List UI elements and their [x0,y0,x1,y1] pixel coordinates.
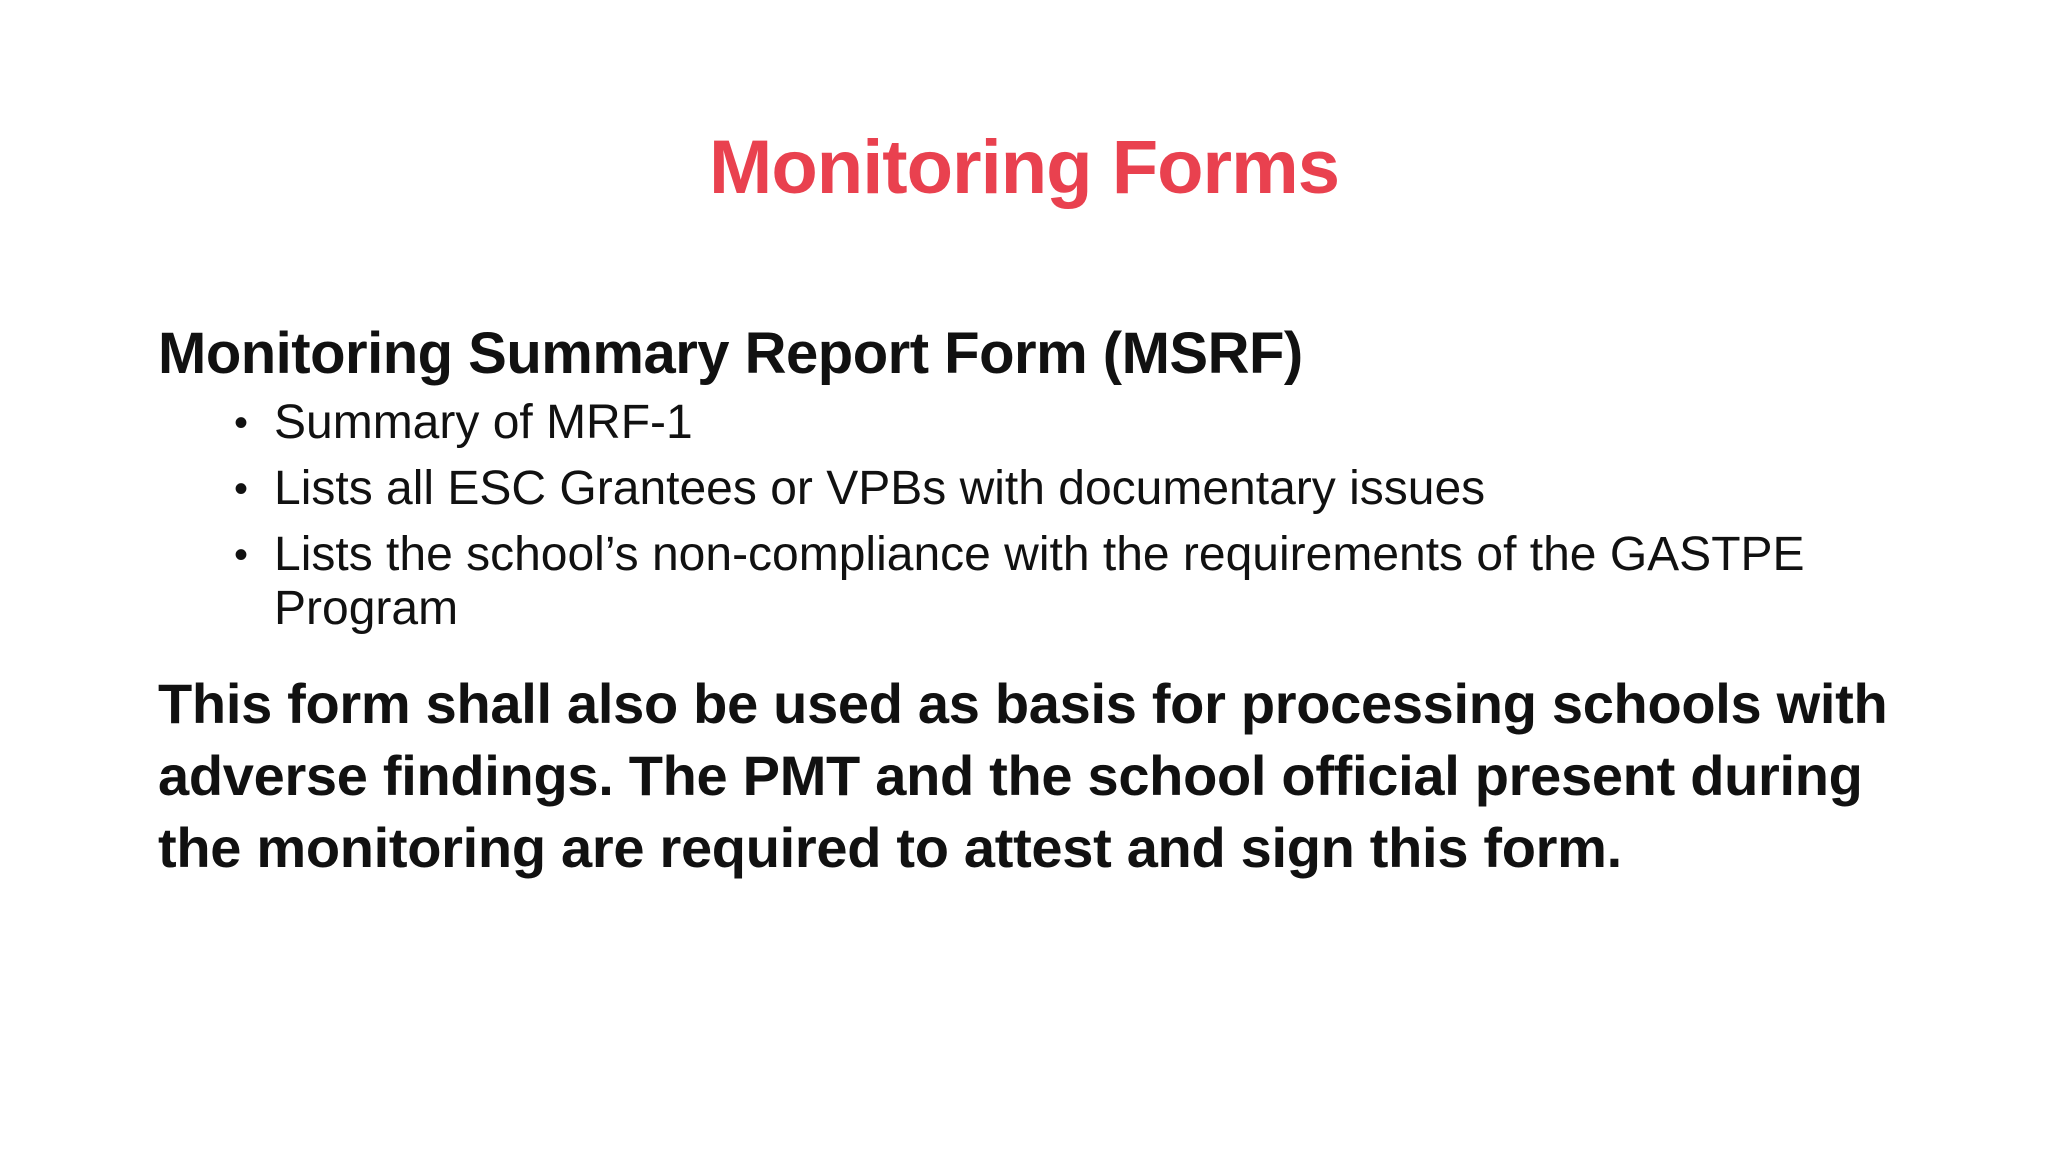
bullet-text: Lists the school’s non-compliance with the requirements of the GASTPE Program [274,528,1805,635]
bullet-list [232,396,1832,648]
bullet-text: Summary of MRF-1 [274,396,693,449]
list-item [232,396,1832,450]
bullet-icon: • [234,533,249,577]
bullet-text: Lists all ESC Grantees or VPBs with documentary issues [274,462,1486,515]
bullet-icon: • [234,467,249,511]
bullet-icon: • [234,401,249,445]
list-item [232,462,1832,516]
section-heading: Monitoring Summary Report Form (MSRF) [158,321,1303,386]
list-item [232,528,1832,636]
body-paragraph: This form shall also be used as basis for processing schools with adverse findings. The PMT and the school official present during the monitoring are required to attest and sign this form. [158,672,1888,879]
slide-title: Monitoring Forms [709,125,1339,210]
